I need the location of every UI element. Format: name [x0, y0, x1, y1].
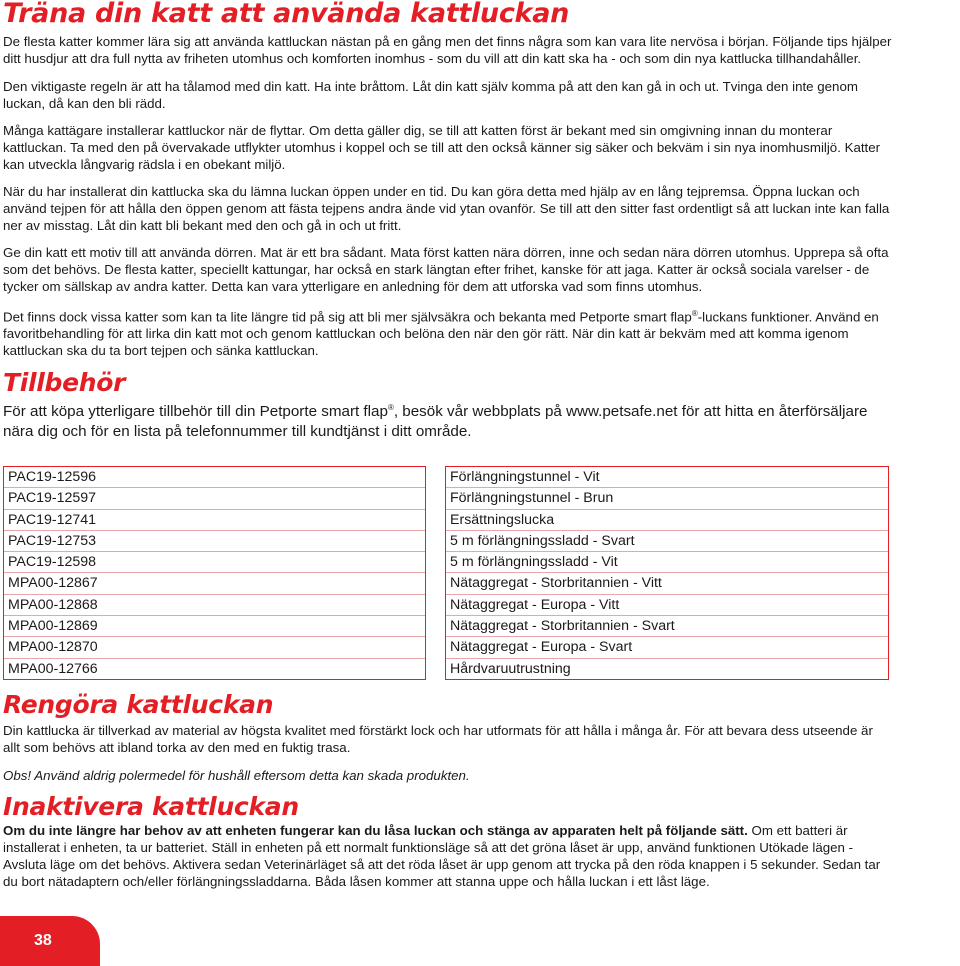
deactivate-rest: Om ett batteri är installerat i enheten, ta ur batteriet. Ställ in enheten på ett normalt funktionsläge så att det gröna låset är upp, använd funktionen Utökade lägen - Avsluta läge om det behövs. Aktivera sedan Veterinärläget så att det röda låset är upp genom att trycka på den röda knappen i 5 sekunder. Sedan tar du bort nätadaptern och/eller förlängningssladdarna. Båda låsen kommer att stanna uppe och hålla luckan i ett låst läge. — [3, 823, 881, 889]
part-code: MPA00-12766 — [8, 660, 98, 677]
part-code: MPA00-12869 — [4, 616, 425, 637]
heading-accessories: Tillbehör — [3, 368, 126, 398]
deactivate-bold: Om du inte längre har behov av att enheten fungerar kan du låsa luckan och stänga av apparaten helt på följande sätt. — [3, 823, 748, 838]
part-code: PAC19-12598 — [4, 552, 425, 573]
longer-time-paragraph — [3, 305, 893, 359]
part-code: PAC19-12741 — [4, 510, 425, 531]
part-code: MPA00-12867 — [4, 573, 425, 594]
longer-text-a: Det finns dock vissa katter som kan ta lite längre tid på sig att bli mer självsäkra och bekanta med Petporte smart flap — [3, 309, 692, 325]
part-code: MPA00-12870 — [4, 637, 425, 658]
longer-text-b: -luckans funktioner. Använd en favoritbehandling för att lirka din katt mot och genom kattluckan och belöna den när den gör rätt. När din katt är bekväm med att komma igenom kattluckan ska du ta bort tejpen och sänka kattluckan. — [3, 309, 879, 359]
part-description: Förlängningstunnel - Brun — [446, 488, 888, 509]
deactivate-paragraph — [3, 822, 893, 890]
part-description: Nätaggregat - Storbritannien - Svart — [446, 616, 888, 637]
part-description: Förlängningstunnel - Vit — [446, 467, 888, 488]
heading-deactivate: Inaktivera kattluckan — [3, 792, 299, 821]
open-flap-paragraph: När du har installerat din kattlucka ska du lämna luckan öppen under en tid. Du kan göra detta med hjälp av en lång tejpremsa. Öppna luckan och använd tejpen för att hålla den öppen genom att fästa tejpens andra ände vid ytan ovanför. Se till att den sitter fast ordentligt så att luckan inte kan falla ner av misstag. Låt din katt bli bekant med den och gå in och ut fritt. — [3, 184, 890, 233]
heading-cleaning: Rengöra kattluckan — [3, 690, 274, 719]
manual-page — [3, 0, 893, 441]
page-number: 38 — [34, 932, 52, 949]
part-description: 5 m förlängningssladd - Vit — [446, 552, 888, 573]
part-description: 5 m förlängningssladd - Svart — [446, 531, 888, 552]
part-code: PAC19-12753 — [4, 531, 425, 552]
part-description: Hårdvaruutrustning — [450, 660, 571, 677]
accessories-paragraph — [3, 398, 893, 441]
part-code: PAC19-12597 — [4, 488, 425, 509]
accessories-text-a: För att köpa ytterligare tillbehör till din Petporte smart flap — [3, 403, 388, 421]
accessories-text-b: , besök vår webbplats på www.petsafe.net för att hitta en återförsäljare nära dig och för en lista på telefonnummer till kundtjänst i ditt område. — [3, 403, 868, 440]
cleaning-paragraph: Din kattlucka är tillverkad av material av högsta kvalitet med förstärkt lock och har utformats för att hålla i många år. För att bevara dess utseende är allt som behövs att ibland torka av den med en fuktig trasa. — [3, 723, 873, 755]
lower-section — [3, 690, 893, 890]
cleaning-note: Obs! Använd aldrig polermedel för hushåll eftersom detta kan skada produkten. — [3, 768, 470, 783]
part-description: Nätaggregat - Europa - Vitt — [446, 595, 888, 616]
accessories-table — [3, 466, 887, 680]
registered-mark: ® — [691, 309, 698, 318]
part-description: Ersättningslucka — [446, 510, 888, 531]
moving-paragraph: Många kattägare installerar kattluckor när de flyttar. Om detta gäller dig, se till att katten först är bekant med sin omgivning innan du monterar kattluckan. Ta med den på övervakade utflykter utomhus i koppel och se till att den också känner sig säker och bekväm i sin nya inomhusmiljö. Katter kan utveckla långvarig rädsla i en obekant miljö. — [3, 123, 881, 172]
part-description: Nätaggregat - Storbritannien - Vitt — [446, 573, 888, 594]
heading-training: Träna din katt att använda kattluckan — [3, 0, 570, 29]
part-description: Nätaggregat - Europa - Svart — [446, 637, 888, 658]
part-descriptions-column — [445, 466, 889, 680]
part-codes-column — [3, 466, 426, 680]
part-code: MPA00-12868 — [4, 595, 425, 616]
part-code: PAC19-12596 — [4, 467, 425, 488]
motive-paragraph: Ge din katt ett motiv till att använda dörren. Mat är ett bra sådant. Mata först katten nära dörren, inne och sedan nära dörren utomhus. Upprepa så ofta som det behövs. De flesta katter, speciellt kattungar, har också en stark längtan efter frihet, kanske för att jaga. Katter är också sociala varelser - de tycker om sällskap av andra katter. Detta kan vara ytterligare en anledning för dem att utforska vad som finns utomhus. — [3, 245, 889, 294]
patience-paragraph: Den viktigaste regeln är att ha tålamod med din katt. Ha inte bråttom. Låt din katt själv komma på att den kan gå in och ut. Tvinga den inte genom luckan, då kan den bli rädd. — [3, 79, 858, 111]
registered-mark: ® — [387, 403, 394, 413]
intro-paragraph: De flesta katter kommer lära sig att använda kattluckan nästan på en gång men det finns några som kan vara lite nervösa i början. Följande tips hjälper ditt husdjur att dra full nytta av friheten utomhus och komforten inomhus - som du vill att din katt ska ha - och som din nya kattlucka tillhandahåller. — [3, 34, 892, 66]
